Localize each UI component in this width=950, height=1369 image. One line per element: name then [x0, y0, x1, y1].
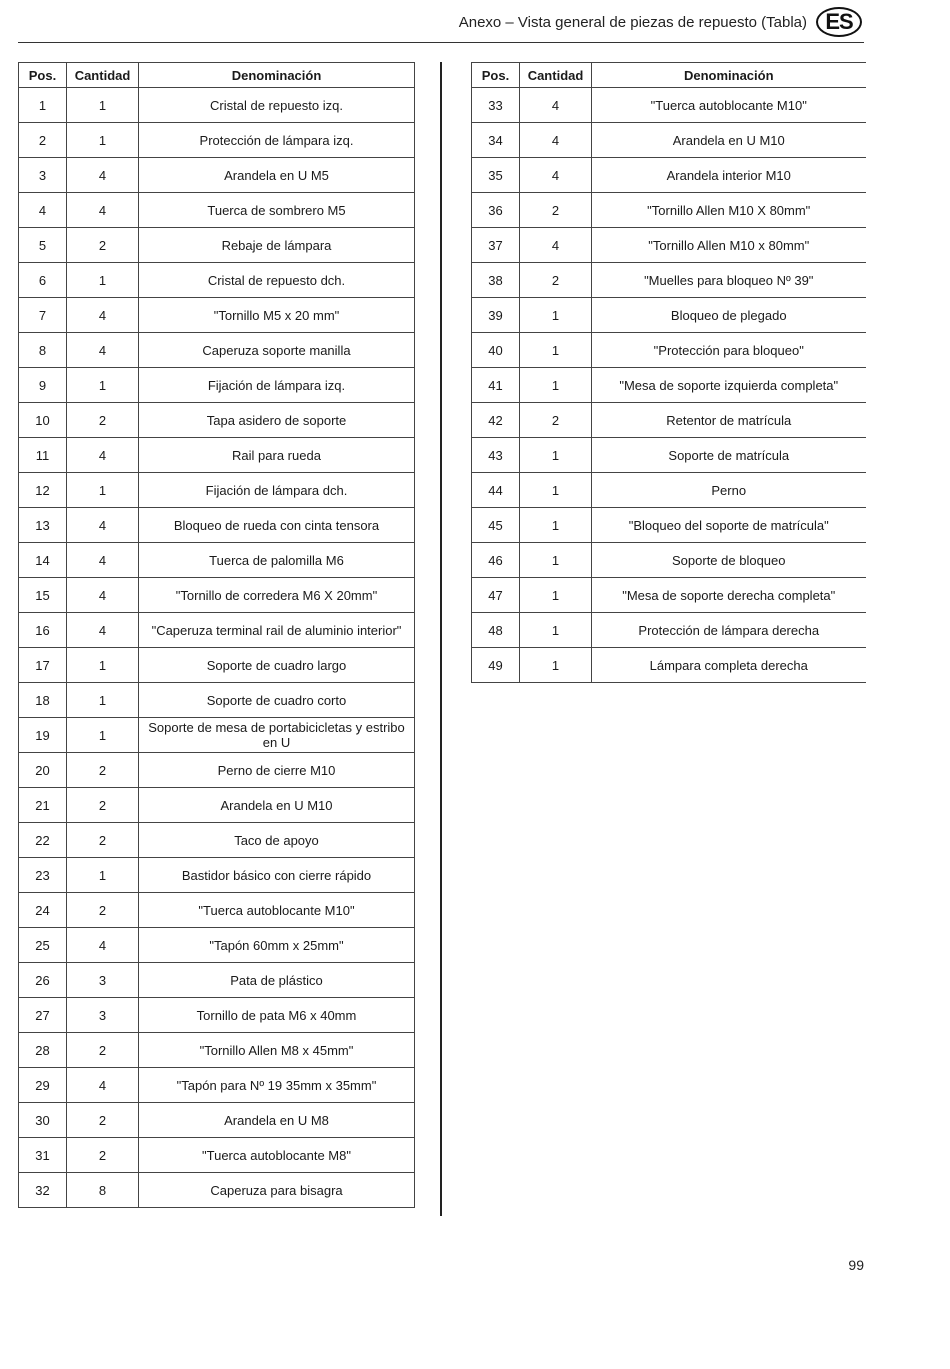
- cell-denominacion: Cristal de repuesto izq.: [139, 88, 415, 123]
- header-divider: [18, 42, 864, 43]
- cell-pos: 2: [19, 123, 67, 158]
- cell-pos: 42: [472, 403, 520, 438]
- table-row: [472, 263, 866, 298]
- cell-denominacion: Rail para rueda: [139, 438, 415, 473]
- cell-cantidad: 1: [67, 368, 139, 403]
- cell-pos: 19: [19, 718, 67, 753]
- table-row: [19, 1103, 415, 1138]
- cell-cantidad: 1: [520, 648, 592, 683]
- table-row: [472, 508, 866, 543]
- table-row: [19, 893, 415, 928]
- cell-pos: 9: [19, 368, 67, 403]
- cell-denominacion: Tuerca de sombrero M5: [139, 193, 415, 228]
- cell-pos: 37: [472, 228, 520, 263]
- cell-denominacion: Arandela en U M10: [139, 788, 415, 823]
- cell-cantidad: 2: [67, 1033, 139, 1068]
- cell-cantidad: 2: [67, 403, 139, 438]
- cell-cantidad: 4: [67, 438, 139, 473]
- cell-denominacion: Bloqueo de plegado: [592, 298, 866, 333]
- table-row: [472, 578, 866, 613]
- table-row: [19, 438, 415, 473]
- cell-cantidad: 4: [67, 578, 139, 613]
- cell-pos: 44: [472, 473, 520, 508]
- cell-cantidad: 2: [67, 1138, 139, 1173]
- cell-cantidad: 1: [520, 473, 592, 508]
- table-row: [19, 1138, 415, 1173]
- cell-pos: 4: [19, 193, 67, 228]
- cell-pos: 36: [472, 193, 520, 228]
- cell-pos: 13: [19, 508, 67, 543]
- table-row: [19, 123, 415, 158]
- cell-denominacion: Caperuza para bisagra: [139, 1173, 415, 1208]
- table-row: [19, 963, 415, 998]
- cell-denominacion: "Tornillo Allen M10 x 80mm": [592, 228, 866, 263]
- cell-pos: 47: [472, 578, 520, 613]
- cell-denominacion: "Caperuza terminal rail de aluminio interior": [139, 613, 415, 648]
- table-row: [19, 158, 415, 193]
- cell-pos: 5: [19, 228, 67, 263]
- table-row: [19, 193, 415, 228]
- table-row: [19, 1033, 415, 1068]
- cell-pos: 30: [19, 1103, 67, 1138]
- parts-table-right: [471, 62, 866, 683]
- cell-denominacion: Arandela en U M5: [139, 158, 415, 193]
- table-row: [19, 473, 415, 508]
- cell-pos: 35: [472, 158, 520, 193]
- cell-cantidad: 1: [520, 613, 592, 648]
- cell-cantidad: 1: [520, 368, 592, 403]
- cell-cantidad: 2: [67, 788, 139, 823]
- cell-pos: 31: [19, 1138, 67, 1173]
- table-row: [19, 998, 415, 1033]
- column-header-pos: Pos.: [19, 63, 67, 88]
- cell-pos: 33: [472, 88, 520, 123]
- cell-pos: 43: [472, 438, 520, 473]
- table-row: [472, 158, 866, 193]
- cell-cantidad: 1: [67, 263, 139, 298]
- cell-cantidad: 3: [67, 998, 139, 1033]
- cell-cantidad: 4: [67, 508, 139, 543]
- cell-cantidad: 2: [520, 193, 592, 228]
- table-row: [19, 1068, 415, 1103]
- cell-cantidad: 4: [520, 123, 592, 158]
- cell-denominacion: Tornillo de pata M6 x 40mm: [139, 998, 415, 1033]
- cell-denominacion: "Tapón 60mm x 25mm": [139, 928, 415, 963]
- cell-pos: 22: [19, 823, 67, 858]
- column-header-pos: Pos.: [472, 63, 520, 88]
- cell-pos: 29: [19, 1068, 67, 1103]
- cell-pos: 34: [472, 123, 520, 158]
- cell-cantidad: 2: [520, 263, 592, 298]
- cell-pos: 6: [19, 263, 67, 298]
- cell-cantidad: 4: [67, 928, 139, 963]
- cell-cantidad: 4: [67, 158, 139, 193]
- cell-pos: 46: [472, 543, 520, 578]
- cell-denominacion: "Tornillo M5 x 20 mm": [139, 298, 415, 333]
- column-header-cantidad: Cantidad: [67, 63, 139, 88]
- page-header-title: Anexo – Vista general de piezas de repuesto (Tabla): [458, 14, 807, 31]
- cell-cantidad: 1: [67, 473, 139, 508]
- parts-table-left: [18, 62, 415, 1208]
- cell-denominacion: Soporte de bloqueo: [592, 543, 866, 578]
- cell-cantidad: 2: [67, 1103, 139, 1138]
- cell-denominacion: "Muelles para bloqueo Nº 39": [592, 263, 866, 298]
- cell-pos: 18: [19, 683, 67, 718]
- table-row: [19, 788, 415, 823]
- cell-denominacion: Arandela interior M10: [592, 158, 866, 193]
- table-row: [472, 473, 866, 508]
- cell-cantidad: 2: [67, 823, 139, 858]
- cell-denominacion: Taco de apoyo: [139, 823, 415, 858]
- cell-denominacion: Protección de lámpara derecha: [592, 613, 866, 648]
- cell-denominacion: "Tuerca autoblocante M10": [139, 893, 415, 928]
- cell-cantidad: 1: [67, 858, 139, 893]
- cell-denominacion: Caperuza soporte manilla: [139, 333, 415, 368]
- table-row: [472, 438, 866, 473]
- table-header-row: [19, 63, 415, 88]
- table-row: [19, 1173, 415, 1208]
- cell-cantidad: 1: [520, 438, 592, 473]
- cell-denominacion: Rebaje de lámpara: [139, 228, 415, 263]
- cell-cantidad: 1: [520, 578, 592, 613]
- cell-pos: 49: [472, 648, 520, 683]
- table-row: [19, 718, 415, 753]
- cell-pos: 39: [472, 298, 520, 333]
- table-row: [19, 578, 415, 613]
- cell-cantidad: 1: [67, 88, 139, 123]
- cell-cantidad: 4: [67, 543, 139, 578]
- cell-denominacion: Soporte de matrícula: [592, 438, 866, 473]
- cell-denominacion: Fijación de lámpara izq.: [139, 368, 415, 403]
- table-row: [19, 753, 415, 788]
- cell-denominacion: "Protección para bloqueo": [592, 333, 866, 368]
- cell-cantidad: 4: [520, 88, 592, 123]
- cell-denominacion: Arandela en U M10: [592, 123, 866, 158]
- cell-denominacion: "Tapón para Nº 19 35mm x 35mm": [139, 1068, 415, 1103]
- cell-denominacion: "Bloqueo del soporte de matrícula": [592, 508, 866, 543]
- column-header-denominacion: Denominación: [139, 63, 415, 88]
- cell-cantidad: 4: [67, 1068, 139, 1103]
- cell-pos: 3: [19, 158, 67, 193]
- table-row: [19, 368, 415, 403]
- cell-pos: 17: [19, 648, 67, 683]
- table-row: [472, 403, 866, 438]
- cell-denominacion: Protección de lámpara izq.: [139, 123, 415, 158]
- cell-denominacion: Perno: [592, 473, 866, 508]
- cell-denominacion: "Tuerca autoblocante M10": [592, 88, 866, 123]
- cell-cantidad: 4: [67, 333, 139, 368]
- column-header-denominacion: Denominación: [592, 63, 866, 88]
- table-row: [472, 88, 866, 123]
- table-header-row: [472, 63, 866, 88]
- cell-cantidad: 1: [520, 543, 592, 578]
- table-row: [19, 928, 415, 963]
- page-number: 99: [848, 1257, 864, 1273]
- cell-pos: 8: [19, 333, 67, 368]
- cell-cantidad: 2: [520, 403, 592, 438]
- table-row: [19, 543, 415, 578]
- table-row: [472, 613, 866, 648]
- cell-denominacion: Soporte de cuadro largo: [139, 648, 415, 683]
- cell-pos: 16: [19, 613, 67, 648]
- cell-pos: 45: [472, 508, 520, 543]
- table-row: [472, 123, 866, 158]
- cell-denominacion: Fijación de lámpara dch.: [139, 473, 415, 508]
- cell-cantidad: 1: [67, 648, 139, 683]
- cell-denominacion: Cristal de repuesto dch.: [139, 263, 415, 298]
- cell-denominacion: "Tornillo Allen M8 x 45mm": [139, 1033, 415, 1068]
- cell-cantidad: 1: [520, 333, 592, 368]
- table-row: [472, 193, 866, 228]
- cell-pos: 41: [472, 368, 520, 403]
- cell-pos: 27: [19, 998, 67, 1033]
- table-row: [472, 228, 866, 263]
- cell-pos: 26: [19, 963, 67, 998]
- cell-denominacion: Perno de cierre M10: [139, 753, 415, 788]
- cell-cantidad: 1: [67, 718, 139, 753]
- cell-cantidad: 1: [67, 123, 139, 158]
- table-row: [19, 88, 415, 123]
- cell-pos: 14: [19, 543, 67, 578]
- cell-cantidad: 4: [520, 158, 592, 193]
- cell-denominacion: Pata de plástico: [139, 963, 415, 998]
- table-row: [19, 228, 415, 263]
- cell-cantidad: 1: [520, 508, 592, 543]
- cell-pos: 25: [19, 928, 67, 963]
- cell-cantidad: 4: [67, 298, 139, 333]
- table-row: [19, 298, 415, 333]
- cell-pos: 28: [19, 1033, 67, 1068]
- table-row: [19, 858, 415, 893]
- cell-denominacion: Retentor de matrícula: [592, 403, 866, 438]
- cell-denominacion: Bastidor básico con cierre rápido: [139, 858, 415, 893]
- table-row: [19, 263, 415, 298]
- cell-denominacion: Lámpara completa derecha: [592, 648, 866, 683]
- cell-pos: 40: [472, 333, 520, 368]
- table-row: [19, 683, 415, 718]
- cell-denominacion: "Mesa de soporte izquierda completa": [592, 368, 866, 403]
- table-row: [19, 508, 415, 543]
- table-row: [19, 823, 415, 858]
- cell-pos: 21: [19, 788, 67, 823]
- table-row: [19, 333, 415, 368]
- cell-denominacion: Tapa asidero de soporte: [139, 403, 415, 438]
- cell-cantidad: 8: [67, 1173, 139, 1208]
- cell-pos: 38: [472, 263, 520, 298]
- table-row: [472, 543, 866, 578]
- cell-denominacion: "Mesa de soporte derecha completa": [592, 578, 866, 613]
- cell-denominacion: "Tuerca autoblocante M8": [139, 1138, 415, 1173]
- cell-cantidad: 4: [520, 228, 592, 263]
- cell-pos: 15: [19, 578, 67, 613]
- column-divider: [440, 62, 442, 1216]
- cell-denominacion: "Tornillo Allen M10 X 80mm": [592, 193, 866, 228]
- cell-pos: 32: [19, 1173, 67, 1208]
- cell-denominacion: Soporte de mesa de portabicicletas y estribo en U: [139, 718, 415, 753]
- cell-cantidad: 1: [520, 298, 592, 333]
- column-header-cantidad: Cantidad: [520, 63, 592, 88]
- table-row: [472, 298, 866, 333]
- cell-denominacion: Soporte de cuadro corto: [139, 683, 415, 718]
- cell-pos: 20: [19, 753, 67, 788]
- cell-pos: 1: [19, 88, 67, 123]
- cell-cantidad: 2: [67, 228, 139, 263]
- cell-cantidad: 2: [67, 893, 139, 928]
- cell-denominacion: "Tornillo de corredera M6 X 20mm": [139, 578, 415, 613]
- table-row: [19, 648, 415, 683]
- cell-cantidad: 2: [67, 753, 139, 788]
- cell-cantidad: 4: [67, 613, 139, 648]
- cell-cantidad: 3: [67, 963, 139, 998]
- cell-pos: 12: [19, 473, 67, 508]
- cell-denominacion: Bloqueo de rueda con cinta tensora: [139, 508, 415, 543]
- cell-cantidad: 4: [67, 193, 139, 228]
- table-row: [472, 333, 866, 368]
- cell-pos: 10: [19, 403, 67, 438]
- table-row: [472, 648, 866, 683]
- cell-pos: 23: [19, 858, 67, 893]
- cell-pos: 11: [19, 438, 67, 473]
- table-row: [19, 613, 415, 648]
- cell-denominacion: Tuerca de palomilla M6: [139, 543, 415, 578]
- cell-pos: 7: [19, 298, 67, 333]
- table-row: [472, 368, 866, 403]
- cell-cantidad: 1: [67, 683, 139, 718]
- cell-denominacion: Arandela en U M8: [139, 1103, 415, 1138]
- cell-pos: 24: [19, 893, 67, 928]
- language-badge: ES: [816, 7, 862, 37]
- cell-pos: 48: [472, 613, 520, 648]
- table-row: [19, 403, 415, 438]
